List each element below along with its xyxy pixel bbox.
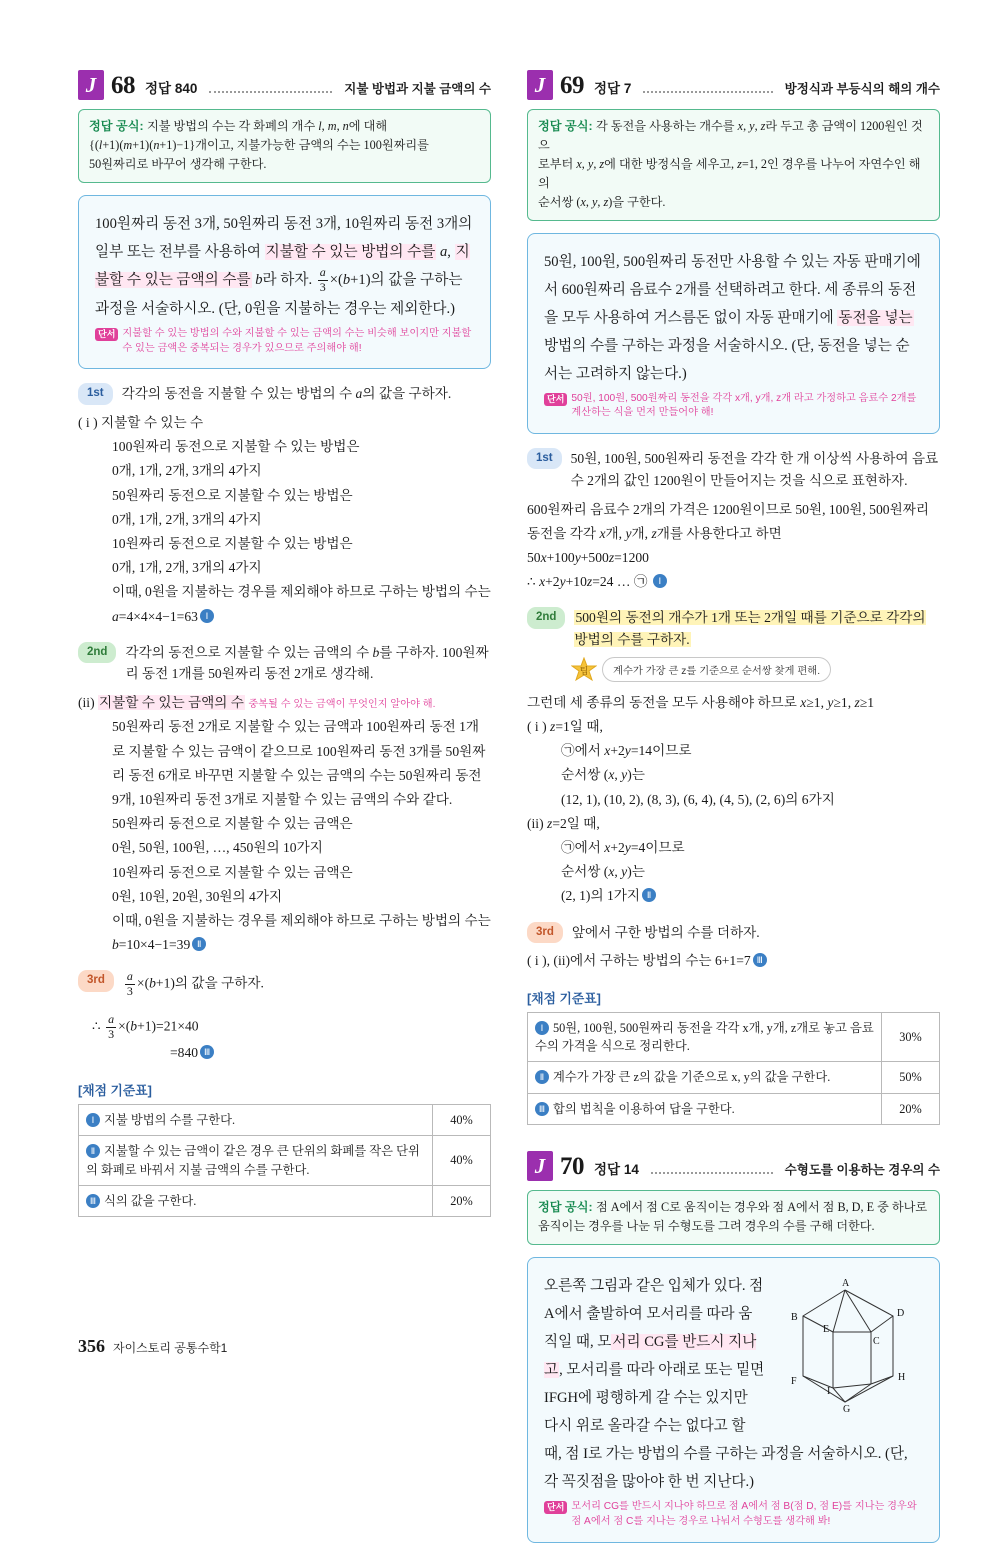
problem-69-line-5: ㉠에서 x+2y=14이므로 xyxy=(561,743,692,759)
table-row xyxy=(79,1185,491,1216)
solid-figure xyxy=(773,1276,923,1426)
step-badge-3rd: 3rd xyxy=(78,970,114,991)
rubric-marker: Ⅱ xyxy=(86,1144,100,1158)
problem-68-ii-line-6: 이때, 0원을 지불하는 경우를 제외해야 하므로 구하는 방법의 수는 xyxy=(112,912,491,928)
statement-text: 50원, 100원, 500원짜리 동전만 사용할 수 있는 자동 판매기에서 600원짜리 음료수 2개를 선택하려고 한다. 세 종류의 동전을 모두 사용하여 거스름돈 없이 자동 판매기에 동전을 넣는 방법의 수를 구하는 과정을 서술하시오. (단, 동전을 넣는 순서는 고려하지 않는다.) xyxy=(544,253,921,382)
problem-68 xyxy=(78,70,491,1217)
rubric-text: 합의 법칙을 이용하여 답을 구한다. xyxy=(553,1101,735,1116)
step-badge-1st: 1st xyxy=(527,448,562,469)
rubric-marker: Ⅲ xyxy=(535,1102,549,1116)
problem-69-line-2: 50x+100y+500z=1200 xyxy=(527,550,649,566)
problem-68-line-3: 50원짜리 동전으로 지불할 수 있는 방법은 xyxy=(112,487,353,503)
problem-70-number: 70 xyxy=(560,1153,584,1181)
step-text-2nd: 각각의 동전으로 지불할 수 있는 금액의 수 b를 구하자. 100원짜리 동전 1개를 50원짜리 동전 2개로 생각해. xyxy=(125,644,489,682)
dot-leader xyxy=(651,1172,773,1174)
formula-text: 각 동전을 사용하는 개수를 x, y, z라 두고 총 금액이 1200원인 것으 로부터 x, y, z에 대한 방정식을 세우고, z=1, 2인 경우를 나누어 자연수인 해의 순서쌍 (x, y, z)을 구한다. xyxy=(538,119,923,209)
tip-text: 계수가 가장 큰 z를 기준으로 순서쌍 찾게 편해. xyxy=(602,657,831,682)
step-text-3rd: 앞에서 구한 방법의 수를 더하자. xyxy=(571,924,760,940)
problem-68-final-2: =840 Ⅲ xyxy=(170,1041,491,1065)
problem-68-statement xyxy=(78,195,491,370)
problem-68-mark: J xyxy=(78,70,104,100)
rubric-text: 계수가 가장 큰 z의 값을 기준으로 x, y의 값을 구한다. xyxy=(553,1070,831,1085)
problem-68-ii-line-7: b=10×4−1=39 Ⅱ xyxy=(112,933,491,957)
rubric-marker: Ⅲ xyxy=(86,1194,100,1208)
problem-70-hint xyxy=(544,1500,923,1530)
problem-68-final-1: ∴ $\frac{a}{3}$ ×(b+1)=21×40 xyxy=(92,1011,199,1041)
problem-69-step-2 xyxy=(527,607,940,651)
rubric-marker: Ⅱ xyxy=(535,1070,549,1084)
marker-1: Ⅰ xyxy=(653,574,667,588)
statement-text: 오른쪽 그림과 같은 입체가 있다. 점 A에서 출발하여 모서리를 따라 움직일 때, 모서리 CG를 반드시 지나고, 모서리를 따라 아래로 또는 밑면 IFGH에 평행하게 갈 수는 있지만 다시 위로 올라갈 수는 없다고 할 때, 점 I로 가는 방법의 수를 구하는 과정을 서술하시오. (단, 각 꼭짓점을 많아야 한 번 지난다.) xyxy=(544,1278,908,1491)
marker-2: Ⅱ xyxy=(192,937,206,951)
rubric-cell-pct: 40% xyxy=(433,1136,491,1186)
book-title: 자이스토리 공통수학1 xyxy=(113,1341,228,1355)
table-row xyxy=(528,1062,940,1093)
problem-68-step-1 xyxy=(78,383,491,405)
problem-69-step-1 xyxy=(527,448,940,492)
table-row xyxy=(79,1104,491,1135)
problem-69-final: ( i ), (ii)에서 구하는 방법의 수는 6+1=7 Ⅲ xyxy=(527,949,940,973)
table-row xyxy=(528,1093,940,1124)
problem-69-line-6: 순서쌍 (x, y)는 xyxy=(561,767,645,783)
problem-69-case-i: ( i ) z=1일 때, xyxy=(527,719,603,735)
problem-69-rubric-table xyxy=(527,1012,940,1126)
hint-text: 모서리 CG를 반드시 지나야 하므로 점 A에서 점 B(점 D, 점 E)를 지나는 경우와 점 A에서 점 C를 지나는 경우로 나눠서 수형도를 생각해 봐! xyxy=(571,1501,917,1528)
rubric-cell-pct: 20% xyxy=(433,1185,491,1216)
figure-label-G: G xyxy=(843,1404,851,1416)
hint-tag: 단서 xyxy=(544,393,567,406)
problem-68-ii-line-1: 50원짜리 동전 2개로 지불할 수 있는 금액과 100원짜리 동전 1개로 지불할 수 있는 금액이 같으므로 100원짜리 동전 3개를 50원짜리 동전 6개로 바꾸면 지불할 수 있는 금액의 수는 50원짜리 동전 9개, 10원짜리 동전 3개로 지불할 수 있는 금액의 수와 같다. xyxy=(112,719,486,807)
hint-tag: 단서 xyxy=(95,328,118,341)
problem-68-case-ii-head: (ii) 지불할 수 있는 금액의 수 중복될 수 있는 금액이 무엇인지 알아야 해. xyxy=(78,695,436,711)
hint-tag: 단서 xyxy=(544,1501,567,1514)
step-badge-2nd: 2nd xyxy=(78,642,116,663)
rubric-cell-pct: 40% xyxy=(433,1104,491,1135)
problem-68-hint xyxy=(95,327,474,357)
problem-68-case-i-head: ( i ) 지불할 수 있는 수 xyxy=(78,415,204,431)
marker-3: Ⅲ xyxy=(753,953,767,967)
rubric-cell-text xyxy=(528,1062,882,1093)
rubric-cell-text xyxy=(79,1136,433,1186)
step-text-2nd: 500원의 동전의 개수가 1개 또는 2개일 때를 기준으로 각각의 방법의 수를 구하자. xyxy=(574,610,926,648)
problem-70-formula-box xyxy=(527,1190,940,1245)
problem-68-ii-line-2: 50원짜리 동전으로 지불할 수 있는 금액은 xyxy=(112,816,353,832)
problem-70-statement xyxy=(527,1257,940,1543)
problem-68-number: 68 xyxy=(111,72,135,99)
problem-69-header xyxy=(527,70,940,100)
marker-3: Ⅲ xyxy=(200,1045,214,1059)
two-column-layout xyxy=(78,70,940,1557)
hint-text: 50원, 100원, 500원짜리 동전을 각각 x개, y개, z개 라고 가정하고 음료수 2개를 계산하는 식을 먼저 만들어야 해! xyxy=(571,392,917,419)
problem-69-formula-box xyxy=(527,109,940,221)
page-number: 356 xyxy=(78,1336,105,1356)
figure-label-A: A xyxy=(842,1278,850,1290)
problem-68-line-2: 0개, 1개, 2개, 3개의 4가지 xyxy=(112,463,262,479)
rubric-cell-text xyxy=(528,1093,882,1124)
problem-68-line-7: 이때, 0원을 지불하는 경우를 제외해야 하므로 구하는 방법의 수는 xyxy=(112,584,491,600)
problem-69-case-ii: (ii) z=2일 때, xyxy=(527,815,600,831)
step-text-1st: 50원, 100원, 500원짜리 동전을 각각 한 개 이상씩 사용하여 음료수 2개의 값인 1200원이 만들어지는 것을 식으로 표현하자. xyxy=(570,451,939,488)
step-badge-3rd: 3rd xyxy=(527,922,563,943)
problem-69-mark: J xyxy=(527,70,553,100)
dot-leader xyxy=(209,91,332,93)
formula-text: 지불 방법의 수는 각 화폐의 개수 l, m, n에 대해 {(l+1)(m+1)(n+1)−1}개이고, 지불가능한 금액의 수는 100원짜리를 50원짜리로 바꾸어 생각해 구한다. xyxy=(89,119,429,171)
problem-68-ii-line-4: 10원짜리 동전으로 지불할 수 있는 금액은 xyxy=(112,864,353,880)
problem-69-line-4: 그런데 세 종류의 동전을 모두 사용해야 하므로 x≥1, y≥1, z≥1 xyxy=(527,694,875,710)
figure-label-D: D xyxy=(897,1308,905,1320)
formula-label: 정답 공식: xyxy=(538,1200,593,1215)
rubric-text: 지불할 수 있는 금액이 같은 경우 큰 단위의 화폐를 작은 단위의 화폐로 바꿔서 지불 금액의 수를 구한다. xyxy=(86,1144,420,1177)
problem-69-statement xyxy=(527,233,940,435)
problem-68-topic: 지불 방법과 지불 금액의 수 xyxy=(344,82,491,96)
problem-69-line-8: ㉠에서 x+2y=4이므로 xyxy=(561,840,685,856)
figure-label-B: B xyxy=(791,1312,798,1324)
problem-70-header xyxy=(527,1151,940,1181)
figure-label-I: I xyxy=(827,1386,831,1398)
figure-label-H: H xyxy=(898,1372,906,1384)
problem-68-ii-line-5: 0원, 10원, 20원, 30원의 4가지 xyxy=(112,888,283,904)
rubric-cell-pct: 30% xyxy=(882,1012,940,1062)
problem-68-line-4: 0개, 1개, 2개, 3개의 4가지 xyxy=(112,511,262,527)
rubric-cell-text xyxy=(79,1104,433,1135)
problem-70 xyxy=(527,1151,940,1543)
marker-1: Ⅰ xyxy=(200,609,214,623)
marker-2: Ⅱ xyxy=(642,888,656,902)
problem-68-line-1: 100원짜리 동전으로 지불할 수 있는 방법은 xyxy=(112,439,360,455)
right-column xyxy=(527,70,940,1557)
table-row xyxy=(79,1136,491,1186)
rubric-marker: Ⅰ xyxy=(86,1113,100,1127)
problem-69-topic: 방정식과 부등식의 해의 개수 xyxy=(784,82,940,96)
hint-text: 지불할 수 있는 방법의 수와 지불할 수 있는 금액의 수는 비슷해 보이지만 지불할 수 있는 금액은 중복되는 경우가 있으므로 주의해야 해! xyxy=(122,327,472,354)
problem-69 xyxy=(527,70,940,1125)
left-column xyxy=(78,70,491,1557)
statement-text: 100원짜리 동전 3개, 50원짜리 동전 3개, 10원짜리 동전 3개의 일부 또는 전부를 사용하여 지불할 수 있는 방법의 수를 a, 지불할 수 있는 금액의 수를 b라 하자. $\frac{a}{3}$ ×(b+1)의 값을 구하는 과정을 서술하시오. (단, 0원을 지불하는 경우는 제외한다.) xyxy=(95,215,473,317)
rubric-text: 지불 방법의 수를 구한다. xyxy=(104,1112,236,1127)
rubric-marker: Ⅰ xyxy=(535,1021,549,1035)
problem-68-line-8: a=4×4×4−1=63 Ⅰ xyxy=(112,605,491,629)
problem-68-case-ii-hint: 중복될 수 있는 금액이 무엇인지 알아야 해. xyxy=(248,699,436,711)
formula-label: 정답 공식: xyxy=(538,119,593,133)
problem-69-number: 69 xyxy=(560,72,584,99)
problem-68-step-2 xyxy=(78,642,491,686)
problem-69-answer: 정답 7 xyxy=(594,81,632,96)
problem-69-hint xyxy=(544,392,923,422)
formula-text: 점 A에서 점 C로 움직이는 경우와 점 A에서 점 B, D, E 중 하나로 움직이는 경우를 나눈 뒤 수형도를 그려 경우의 수를 구해 더한다. xyxy=(538,1200,928,1234)
step-text-1st: 각각의 동전을 지불할 수 있는 방법의 수 a의 값을 구하자. xyxy=(121,386,452,402)
problem-68-rubric-table xyxy=(78,1104,491,1218)
rubric-text: 식의 값을 구한다. xyxy=(104,1193,197,1208)
problem-68-formula-box xyxy=(78,109,491,183)
formula-label: 정답 공식: xyxy=(89,119,144,133)
problem-68-step-3 xyxy=(78,970,491,999)
problem-69-line-1: 600원짜리 음료수 2개의 가격은 1200원이므로 50원, 100원, 500원짜리 동전을 각각 x개, y개, z개를 사용한다고 하면 xyxy=(527,501,929,541)
problem-69-line-9: 순서쌍 (x, y)는 xyxy=(561,864,645,880)
step-badge-2nd: 2nd xyxy=(527,607,565,628)
rubric-cell-pct: 50% xyxy=(882,1062,940,1093)
problem-68-answer: 정답 840 xyxy=(145,81,198,96)
page-footer xyxy=(78,1336,227,1357)
problem-68-header xyxy=(78,70,491,100)
rubric-cell-text xyxy=(528,1012,882,1062)
step-text-3rd: $\frac{a}{3}$ ×(b+1)의 값을 구하자. xyxy=(126,969,264,999)
figure-label-F: F xyxy=(791,1376,797,1388)
svg-text:팁: 팁 xyxy=(579,665,589,676)
problem-70-answer: 정답 14 xyxy=(594,1162,639,1178)
problem-69-rubric-title: [채점 기준표] xyxy=(527,990,601,1006)
dot-leader xyxy=(643,91,772,93)
problem-70-topic: 수형도를 이용하는 경우의 수 xyxy=(784,1163,940,1178)
problem-69-line-10: (2, 1)의 1가지 Ⅱ xyxy=(561,884,940,908)
problem-68-ii-line-3: 0원, 50원, 100원, …, 450원의 10가지 xyxy=(112,840,323,856)
rubric-text: 50원, 100원, 500원짜리 동전을 각각 x개, y개, z개로 놓고 음료수의 가격을 식으로 정리한다. xyxy=(535,1020,874,1053)
figure-label-E: E xyxy=(823,1324,830,1336)
step-badge-1st: 1st xyxy=(78,383,113,404)
problem-68-line-6: 0개, 1개, 2개, 3개의 4가지 xyxy=(112,560,262,576)
problem-70-mark: J xyxy=(527,1151,553,1181)
star-icon xyxy=(571,657,597,683)
problem-69-tip xyxy=(571,657,940,683)
problem-68-line-5: 10원짜리 동전으로 지불할 수 있는 방법은 xyxy=(112,535,353,551)
problem-69-step-3 xyxy=(527,922,940,944)
problem-68-rubric-title: [채점 기준표] xyxy=(78,1082,152,1098)
table-row xyxy=(528,1012,940,1062)
rubric-cell-pct: 20% xyxy=(882,1093,940,1124)
rubric-cell-text xyxy=(79,1185,433,1216)
figure-label-C: C xyxy=(873,1336,880,1348)
problem-69-line-7: (12, 1), (10, 2), (8, 3), (6, 4), (4, 5), (2, 6)의 6가지 xyxy=(561,791,835,807)
problem-69-line-3: ∴ x+2y+10z=24 … ㉠ Ⅰ xyxy=(527,570,940,594)
